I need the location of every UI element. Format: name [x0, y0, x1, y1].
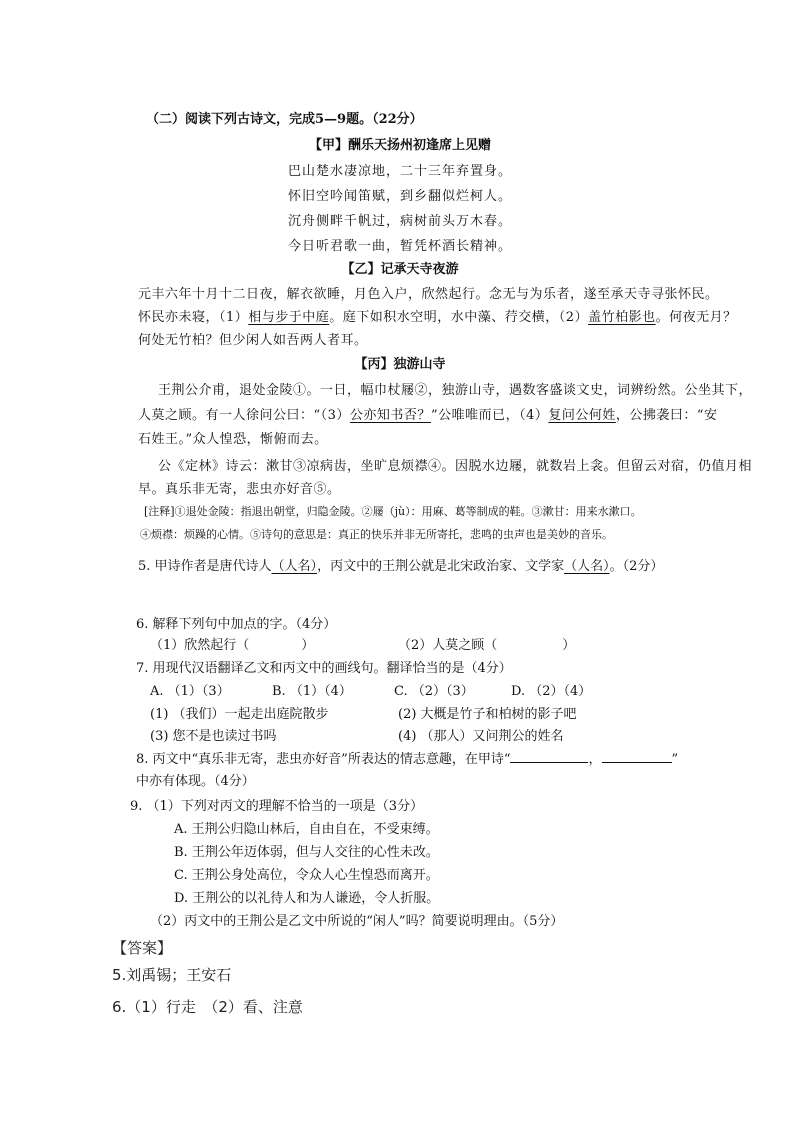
question-7: 7. 用现代汉语翻译乙文和丙文中的画线句。翻译恰当的是（4分） [136, 661, 512, 676]
annotation-line-1: [注释]①退处金陵：指退出朝堂，归隐金陵。②屦（jù）：用麻、葛等制成的鞋。③漱甘：用来水漱口。 [144, 505, 642, 518]
question-6: 6. 解释下列句中加点的字。（4分） [136, 617, 337, 632]
answer-5: 5.刘禹锡；王安石 [112, 966, 232, 984]
blank-wang: （人名） [564, 559, 610, 574]
underlined-sentence-3: 公亦知书否？ [349, 408, 431, 423]
section-title: （二）阅读下列古诗文，完成5—9题。（22分） [146, 112, 423, 127]
text-bing-title: 【丙】独游山寺 [354, 357, 446, 372]
text-yi-line-2: 怀民亦未寝，（1）相与步于中庭。庭下如积水空明，水中藻、荇交横，（2）盖竹柏影也。何夜无月？ [138, 310, 737, 325]
annotation-line-2: ④烦襟：烦躁的心情。⑤诗句的意思是：真正的快乐并非无所寄托，悲鸣的虫声也是美妙的音乐。 [140, 528, 613, 541]
question-8: 8. 丙文中“真乐非无寄，悲虫亦好音”所表达的情志意趣，在甲诗“ ， ” [136, 752, 679, 767]
option-d: D. 王荆公的以礼待人和为人谦逊，令人折服。 [174, 891, 440, 906]
poem-jia-line-2: 怀旧空吟闻笛赋，到乡翻似烂柯人。 [287, 189, 512, 204]
choice-a: A. （1）（3） [150, 684, 230, 699]
blank-author: （人名） [271, 559, 318, 574]
option-a: A. 王荆公归隐山林后，自由自在，不受束缚。 [174, 822, 439, 837]
translation-4: (4) （那人）又问荆公的姓名 [398, 729, 564, 744]
choice-b: B. （1）（4） [272, 684, 352, 699]
answer-label: 【答案】 [112, 939, 173, 957]
translation-2: (2) 大概是竹子和柏树的影子吧 [398, 707, 577, 722]
underlined-sentence-2: 盖竹柏影也 [588, 310, 656, 325]
question-9: 9. （1）下列对丙文的理解不恰当的一项是（3分） [130, 799, 424, 814]
question-5: 5. 甲诗作者是唐代诗人（人名），丙文中的王荆公就是北宋政治家、文学家（人名）。（2分） [138, 559, 664, 574]
question-9-part-2: （2）丙文中的王荆公是乙文中所说的“闲人”吗？简要说明理由。（5分） [150, 914, 564, 929]
text-yi-title: 【乙】记承天寺夜游 [341, 262, 459, 277]
blank-line-1 [510, 750, 588, 763]
choice-c: C. （2）（3） [394, 684, 474, 699]
text-bing-line-2: 人莫之顾。有一人徐问公曰：“（3）公亦知书否？”公唯唯而已，（4）复问公何姓，公拂袭曰：“安 [138, 408, 718, 423]
text-yi-line-1: 元丰六年十月十二日夜，解衣欲睡，月色入户，欣然起行。念无与为乐者，遂至承天寺寻张怀民。 [138, 287, 719, 302]
text-bing-line-1: 王荆公介甫，退处金陵①。一日，幅巾杖屦②，独游山寺，遇数客盛谈文史，词辨纷然。公坐其下， [158, 383, 753, 398]
underlined-sentence-1: 相与步于中庭 [248, 310, 330, 325]
question-6-item-2: （2）人莫之顾（ ） [398, 638, 576, 653]
blank-line-2 [602, 750, 672, 763]
question-6-item-1: （1）欣然起行（ ） [150, 638, 315, 653]
poem-jia-line-3: 沉舟侧畔千帆过，病树前头万木春。 [287, 214, 512, 229]
answer-6: 6.（1）行走 （2）看、注意 [112, 998, 303, 1016]
text-yi-line-3: 何处无竹柏？但少闲人如吾两人者耳。 [138, 333, 368, 348]
text-bing-line-4: 公《定林》诗云：漱甘③凉病齿，坐旷息烦襟④。因脱水边屦，就数岩上衾。但留云对宿，仍值月相 [158, 459, 753, 474]
poem-jia-title: 【甲】酬乐天扬州初逢席上见赠 [308, 138, 491, 153]
translation-1: (1) （我们）一起走出庭院散步 [150, 707, 329, 722]
translation-3: (3) 您不是也读过书吗 [150, 729, 277, 744]
text-bing-line-3: 石姓王。”众人惶恐，惭俯而去。 [138, 432, 328, 447]
underlined-sentence-4: 复问公何姓 [548, 408, 616, 423]
choice-d: D. （2）（4） [511, 684, 592, 699]
poem-jia-line-1: 巴山楚水凄凉地，二十三年弃置身。 [287, 164, 512, 179]
text-bing-line-5: 早。真乐非无寄，悲虫亦好音⑤。 [138, 482, 341, 497]
option-c: C. 王荆公身处高位，令众人心生惶恐而离开。 [174, 868, 439, 883]
option-b: B. 王荆公年迈体弱，但与人交往的心性未改。 [174, 845, 439, 860]
question-8-line-2: 中亦有体现。（4分） [136, 774, 255, 789]
poem-jia-line-4: 今日听君歌一曲，暂凭杯酒长精神。 [287, 239, 512, 254]
